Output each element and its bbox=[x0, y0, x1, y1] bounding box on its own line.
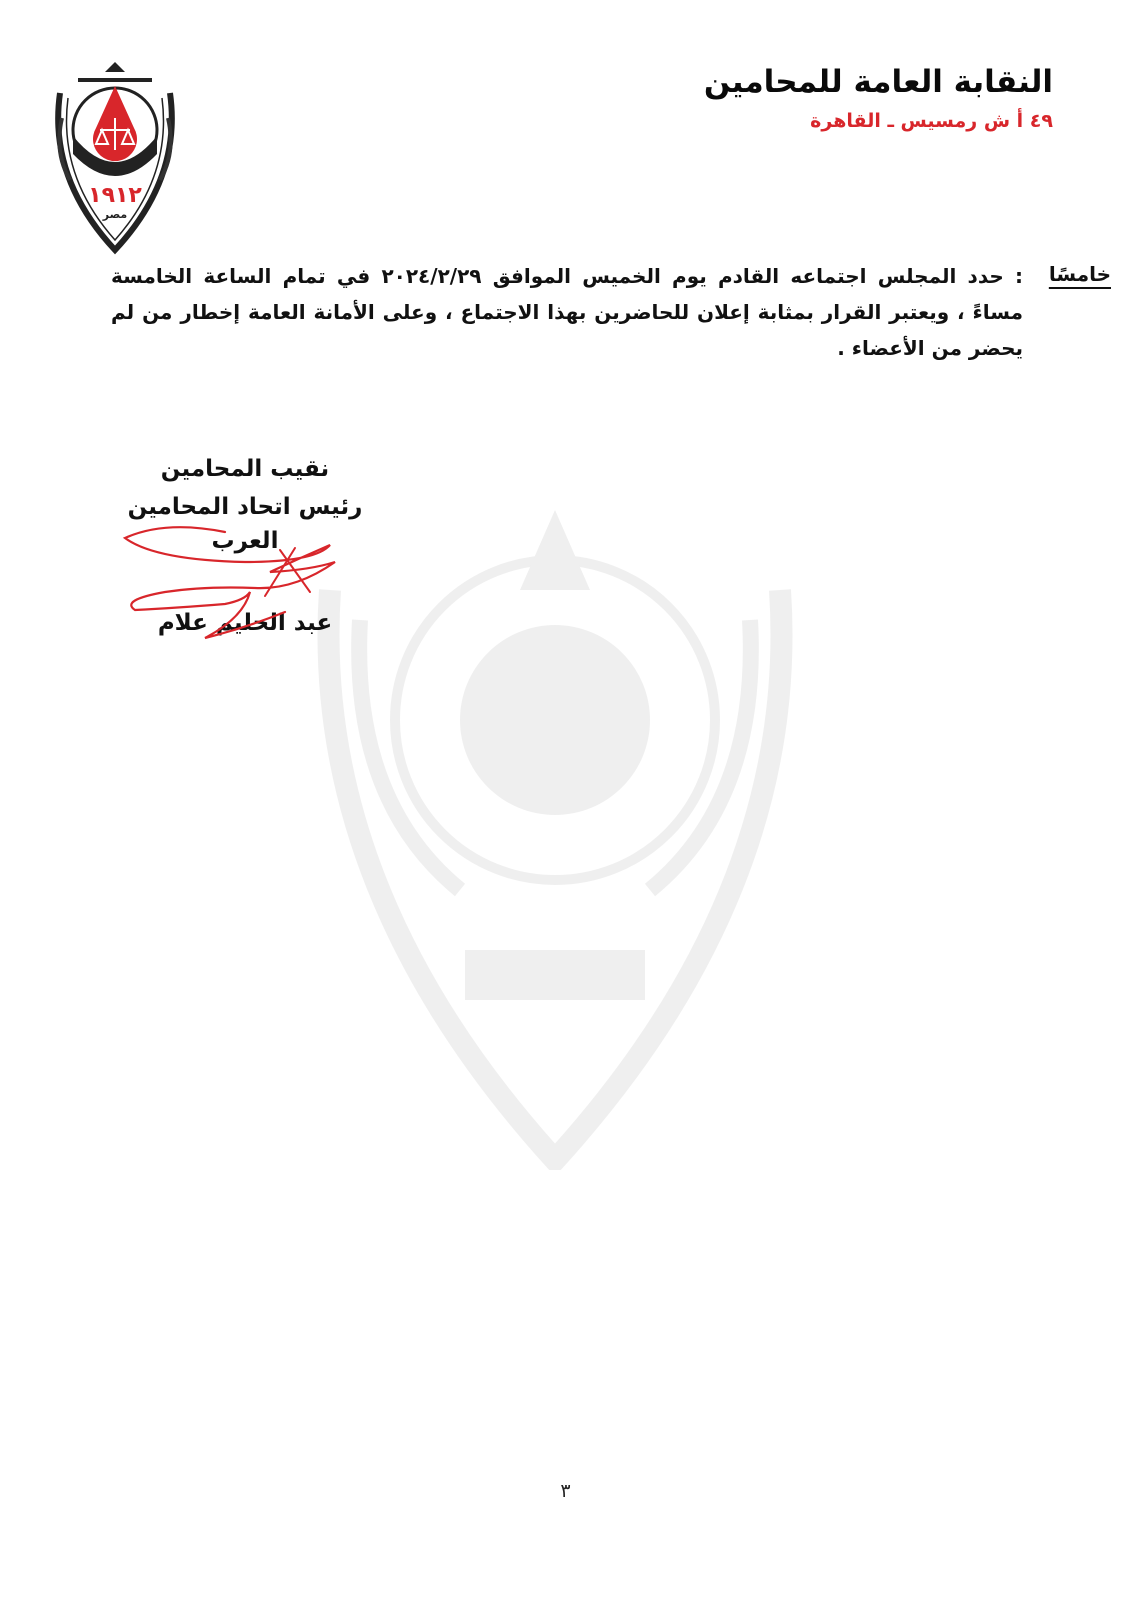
logo-country: مصر bbox=[102, 208, 128, 221]
logo-year: ١٩١٢ bbox=[88, 183, 142, 208]
signatory-name: عبد الحليم علام bbox=[157, 610, 333, 636]
signatory-subtitle: رئيس اتحاد المحامين العرب bbox=[127, 494, 363, 554]
clause-text: : حدد المجلس اجتماعه القادم يوم الخميس الموافق ٢٠٢٤/٢/٢٩ في تمام الساعة الخامسة مساءً ، ويعتبر القرار بمثابة إعلان للحاضرين بهذا الاجتماع ، وعلى الأمانة العامة إخطار من لم يحضر من الأعضاء . bbox=[111, 264, 1023, 360]
letterhead bbox=[704, 60, 1053, 136]
organization-address: ٤٩ أ ش رمسيس ـ القاهرة bbox=[810, 110, 1053, 132]
signatory-title: نقيب المحامين bbox=[160, 456, 330, 482]
handwritten-signature bbox=[95, 500, 375, 660]
page-number: ٣ bbox=[560, 1480, 571, 1502]
bar-association-logo bbox=[40, 58, 190, 258]
organization-name: النقابة العامة للمحامين bbox=[703, 64, 1053, 100]
clause-label: خامسًا bbox=[1048, 262, 1111, 286]
resolution-clause bbox=[111, 258, 1111, 366]
